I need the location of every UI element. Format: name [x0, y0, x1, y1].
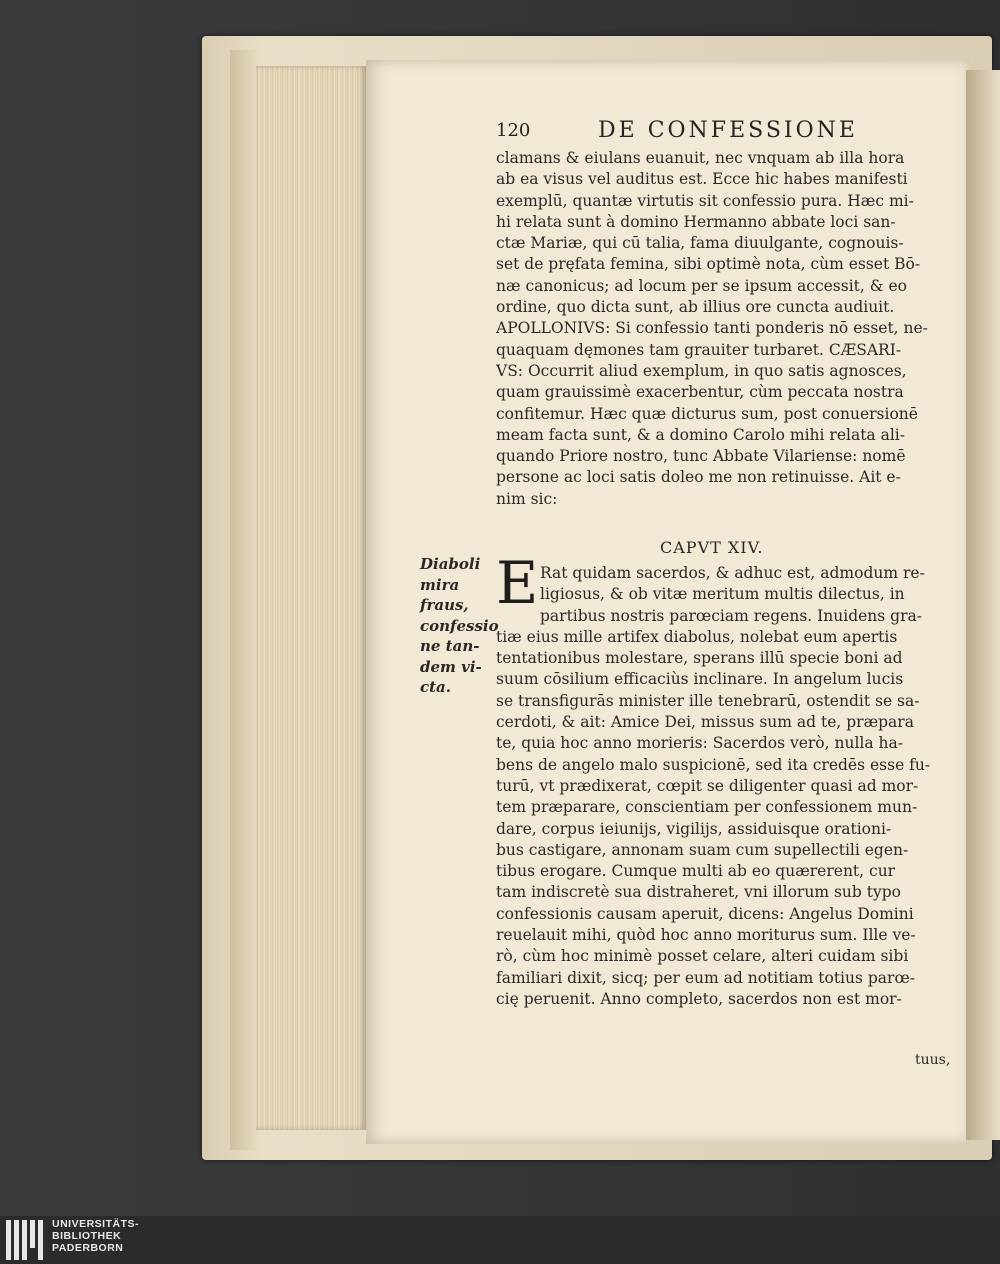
- text-line: clamans & eiulans euanuit, nec vnquam ab illa hora: [496, 149, 905, 167]
- text-line: exemplū, quantæ virtutis sit confessio pura. Hæc mi-: [496, 191, 914, 210]
- text-line: se transfigurās minister ille tenebrarū, ostendit se sa-: [496, 691, 920, 710]
- text-line: nim sic:: [496, 489, 558, 508]
- text-line: ligiosus, & ob vitæ meritum multis dilectus, in: [540, 585, 905, 604]
- margin-note-line: mira: [420, 575, 460, 594]
- margin-note-line: Diaboli: [420, 555, 481, 573]
- text-line: confitemur. Hæc quæ dicturus sum, post conuersionē: [496, 404, 918, 423]
- library-name: [52, 1218, 139, 1254]
- chapter-text: [496, 563, 964, 1010]
- text-line: tiæ eius mille artifex diabolus, nolebat eum apertis: [496, 627, 898, 646]
- margin-note-line: cta.: [420, 678, 452, 696]
- text-line: tem præparare, conscientiam per confessionem mun-: [496, 798, 918, 817]
- page-header: [496, 118, 966, 148]
- text-line: bus castigare, annonam suam cum supellectili egen-: [496, 840, 909, 859]
- text-line: partibus nostris parœciam regens. Inuidens gra-: [540, 606, 922, 625]
- text-line: tentationibus molestare, sperans illū specie boni ad: [496, 649, 903, 668]
- text-line: VS: Occurrit aliud exemplum, in quo satis agnosces,: [496, 361, 907, 380]
- binding-inner: [230, 50, 258, 1150]
- library-logo-icon: [6, 1220, 46, 1260]
- text-line: bens de angelo malo suspicionē, sed ita credēs esse fu-: [496, 755, 931, 774]
- text-line: quando Priore nostro, tunc Abbate Vilariense: nomē: [496, 447, 906, 466]
- library-footer: [0, 1216, 1000, 1264]
- text-line: te, quia hoc anno morieris: Sacerdos verò, nulla ha-: [496, 734, 904, 753]
- catchword: tuus,: [915, 1052, 951, 1068]
- library-name-line: UNIVERSITÄTS-: [52, 1218, 140, 1230]
- text-line: dare, corpus ieiunijs, vigilijs, assiduisque orationi-: [496, 819, 892, 838]
- drop-initial: E: [496, 549, 539, 617]
- text-line: set de pręfata femina, sibi optimè nota, cùm esset Bō-: [496, 255, 921, 274]
- text-line: tibus erogare. Cumque multi ab eo quærerent, cur: [496, 862, 896, 881]
- text-line: ordine, quo dicta sunt, ab illius ore cuncta audiuit.: [496, 298, 895, 317]
- text-line: tam indiscretè sua distraheret, vni illorum sub typo: [496, 883, 901, 902]
- text-line: APOLLONIVS: Si confessio tanti ponderis nō esset, ne-: [496, 319, 928, 338]
- running-title: DE CONFESSIONE: [598, 118, 858, 143]
- text-line: hi relata sunt à domino Hermanno abbate loci san-: [496, 212, 896, 231]
- text-line: ab ea visus vel auditus est. Ecce hic habes manifesti: [496, 170, 908, 189]
- chapter-heading: CAPVT XIV.: [660, 538, 764, 557]
- text-line: cerdoti, & ait: Amice Dei, missus sum ad te, præpara: [496, 713, 914, 732]
- library-name-line: BIBLIOTHEK: [52, 1230, 122, 1242]
- page-block-edge: [256, 66, 366, 1130]
- margin-note-line: fraus,: [420, 596, 469, 614]
- text-line: Rat quidam sacerdos, & adhuc est, admodum re-: [540, 564, 925, 582]
- text-line: cię peruenit. Anno completo, sacerdos non est mor-: [496, 989, 902, 1008]
- library-name-line: PADERBORN: [52, 1242, 124, 1254]
- margin-note-line: confessio: [420, 616, 499, 635]
- text-line: turū, vt prædixerat, cœpit se diligenter quasi ad mor-: [496, 776, 919, 795]
- text-line: familiari dixit, sicq; per eum ad notitiam totius parœ-: [496, 968, 916, 987]
- text-line: reuelauit mihi, quòd hoc anno moriturus sum. Ille ve-: [496, 926, 916, 945]
- margin-note-line: dem vi-: [420, 657, 482, 676]
- text-line: suum cōsilium efficaciùs inclinare. In angelum lucis: [496, 670, 904, 689]
- next-leaf-edge: [966, 70, 1000, 1140]
- text-line: næ canonicus; ad locum per se ipsum accessit, & eo: [496, 276, 907, 295]
- text-line: persone ac loci satis doleo me non retinuisse. Ait e-: [496, 468, 901, 487]
- text-line: rò, cùm hoc minimè posset celare, alteri cuidam sibi: [496, 947, 909, 966]
- marginal-note: [420, 554, 499, 698]
- text-line: quaquam dęmones tam grauiter turbaret. CÆSARI-: [496, 340, 902, 359]
- page-number: 120: [496, 120, 531, 141]
- text-line: ctæ Mariæ, qui cū talia, fama diuulgante, cognouis-: [496, 234, 904, 253]
- margin-note-line: ne tan-: [420, 637, 480, 655]
- text-line: confessionis causam aperuit, dicens: Angelus Domini: [496, 904, 914, 923]
- text-line: meam facta sunt, & a domino Carolo mihi relata ali-: [496, 425, 905, 444]
- body-text: [496, 148, 964, 510]
- text-line: quam grauissimè exacerbentur, cùm peccata nostra: [496, 383, 904, 402]
